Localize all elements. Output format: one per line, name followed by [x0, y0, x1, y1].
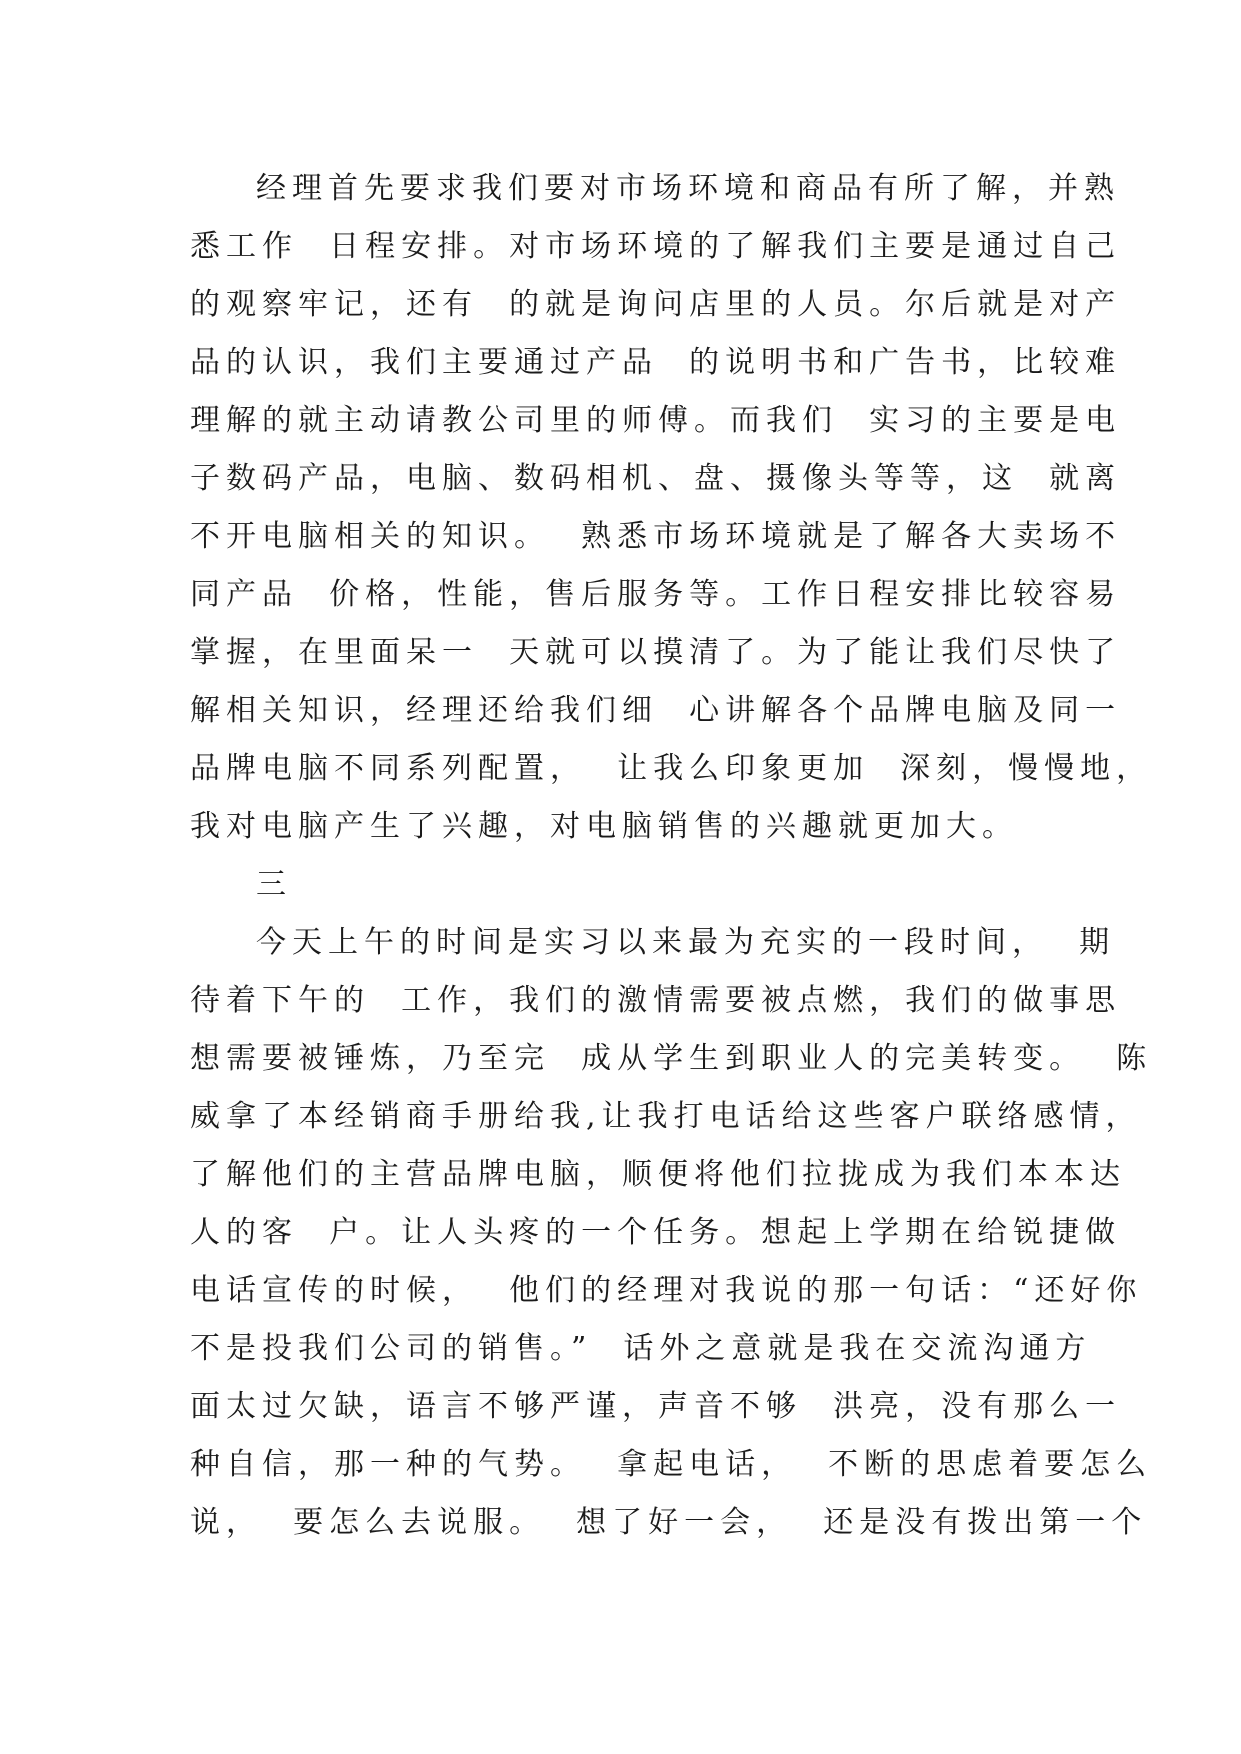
paragraph-line: 今天上午的时间是实习以来最为充实的一段时间， 期: [256, 925, 1116, 960]
paragraph-line: 我对电脑产生了兴趣，对电脑销售的兴趣就更加大。: [190, 809, 1018, 844]
paragraph-line: 待着下午的 工作，我们的激情需要被点燃，我们的做事思: [190, 983, 1122, 1018]
paragraph-line: 经理首先要求我们要对市场环境和商品有所了解，并熟: [256, 171, 1120, 206]
paragraph-line: 解相关知识，经理还给我们细 心讲解各个品牌电脑及同一: [190, 693, 1122, 728]
paragraph-line: 理解的就主动请教公司里的师傅。而我们 实习的主要是电: [190, 403, 1122, 438]
paragraph-line: 种自信，那一种的气势。 拿起电话， 不断的思虑着要怎么: [190, 1447, 1153, 1482]
paragraph-line: 想需要被锤炼，乃至完 成从学生到职业人的完美转变。 陈: [190, 1041, 1153, 1076]
paragraph-line: 同产品 价格，性能，售后服务等。工作日程安排比较容易: [190, 577, 1122, 612]
paragraph-line: 人的客 户。让人头疼的一个任务。想起上学期在给锐捷做: [190, 1215, 1122, 1250]
paragraph-line: 面太过欠缺，语言不够严谨，声音不够 洪亮，没有那么一: [190, 1389, 1122, 1424]
paragraph-line: 威拿了本经销商手册给我,让我打电话给这些客户联络感情，: [190, 1099, 1142, 1134]
paragraph-line: 了解他们的主营品牌电脑，顺便将他们拉拢成为我们本本达: [190, 1157, 1126, 1192]
paragraph-line: 掌握，在里面呆一 天就可以摸清了。为了能让我们尽快了: [190, 635, 1122, 670]
paragraph-line: 子数码产品，电脑、数码相机、盘、摄像头等等，这 就离: [190, 461, 1122, 496]
paragraph-line: 品牌电脑不同系列配置， 让我么印象更加 深刻，慢慢地，: [190, 751, 1153, 786]
paragraph-line: 悉工作 日程安排。对市场环境的了解我们主要是通过自己: [190, 229, 1122, 264]
section-heading: 三: [256, 867, 292, 902]
paragraph-line: 说， 要怎么去说服。 想了好一会， 还是没有拨出第一个: [190, 1505, 1148, 1540]
body-text: [190, 160, 1153, 1552]
paragraph-line: 品的认识，我们主要通过产品 的说明书和广告书，比较难: [190, 345, 1122, 380]
paragraph-line: 电话宣传的时候， 他们的经理对我说的那一句话：“还好你: [190, 1273, 1143, 1308]
paragraph-line: 不开电脑相关的知识。 熟悉市场环境就是了解各大卖场不: [190, 519, 1122, 554]
paragraph-line: 的观察牢记，还有 的就是询问店里的人员。尔后就是对产: [190, 287, 1122, 322]
paragraph-line: 不是投我们公司的销售。” 话外之意就是我在交流沟通方: [190, 1331, 1092, 1366]
